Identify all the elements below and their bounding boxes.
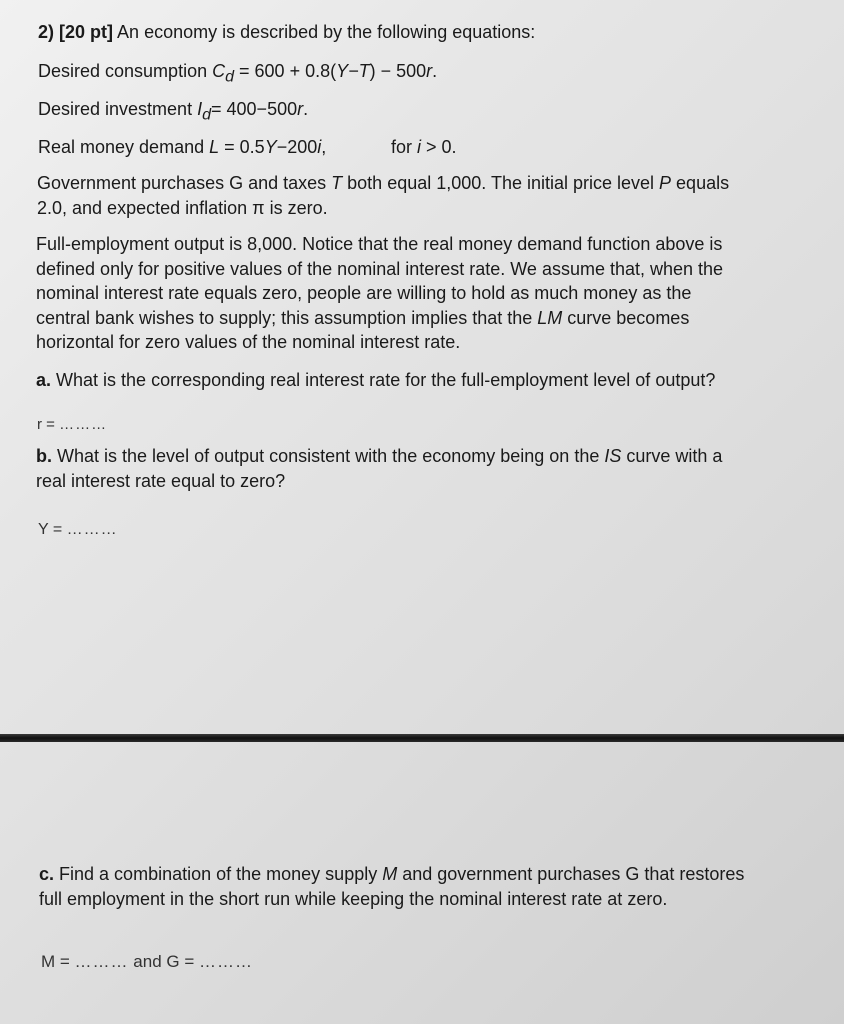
problem-intro: An economy is described by the following equations: [117, 22, 536, 42]
answer-a[interactable] [37, 413, 107, 436]
question-b-line-2: real interest rate equal to zero? [36, 470, 286, 491]
fullemp-line-1: Full-employment output is 8,000. Notice that the real money demand function above is [36, 234, 723, 254]
money-demand-rhs: = 0.5 [219, 137, 265, 157]
govt-P: P [659, 173, 672, 193]
answer-c-m-label: M = [41, 952, 70, 971]
question-c-text: Find a combination of the money supply [59, 864, 383, 884]
consumption-rhs-end: . [432, 61, 438, 81]
answer-c-m-blank[interactable]: ……… [74, 952, 129, 971]
investment-label: Desired investment [38, 99, 193, 119]
govt-text-1: Government purchases G and taxes [37, 173, 332, 193]
condition-i: i [417, 137, 422, 157]
question-c [39, 862, 829, 911]
question-a [36, 369, 715, 392]
money-demand-label: Real money demand [38, 137, 205, 157]
consumption-label: Desired consumption [38, 61, 208, 81]
money-demand-rhs-end: , [321, 137, 327, 157]
money-demand-rhs-y: Y [264, 137, 277, 157]
government-paragraph [37, 171, 817, 220]
question-c-line-2: full employment in the short run while keeping the nominal interest rate at zero. [39, 888, 668, 909]
question-a-label: a. [36, 370, 52, 390]
question-b-text-2: curve with a [621, 446, 723, 466]
fullemp-line-2: defined only for positive values of the nominal interest rate. We assume that, when the [36, 258, 724, 279]
investment-subscript: d [202, 106, 212, 124]
answer-c-g-label: G = [166, 952, 195, 971]
investment-rhs-r: r [297, 99, 304, 119]
consumption-symbol: C [212, 61, 226, 81]
problem-header [38, 21, 535, 44]
question-b-IS: IS [604, 446, 622, 466]
answer-c-and: and [133, 952, 162, 971]
full-employment-paragraph [36, 232, 826, 355]
consumption-rhs-r: r [426, 61, 433, 81]
consumption-rhs-rate: ) − 500 [369, 61, 427, 81]
question-c-M: M [382, 864, 398, 884]
question-b [36, 444, 826, 493]
fullemp-line-5: horizontal for zero values of the nominal interest rate. [36, 332, 461, 352]
problem-number: 2) [38, 22, 55, 42]
consumption-equation [38, 60, 437, 89]
govt-text-2: both equal 1,000. The initial price level [342, 173, 660, 193]
answer-b-label: Y = [38, 521, 63, 538]
condition-gt-zero: > 0. [421, 137, 457, 157]
govt-line-2: 2.0, and expected inflation π is zero. [37, 197, 328, 218]
problem-points: [20 pt] [59, 22, 114, 42]
money-demand-rhs-coef: −200 [276, 137, 318, 157]
answer-a-blank[interactable]: ……… [59, 416, 108, 433]
fullemp-LM: LM [537, 307, 563, 328]
fullemp-line-4b: curve becomes [562, 307, 690, 328]
investment-rhs: = 400−500 [211, 99, 298, 119]
money-demand-rhs-i: i [317, 137, 322, 157]
govt-T: T [331, 173, 343, 193]
investment-rhs-end: . [303, 99, 309, 119]
consumption-rhs: = 600 + 0.8( [234, 61, 337, 81]
answer-b[interactable] [38, 518, 118, 541]
answer-b-blank[interactable]: ……… [66, 521, 118, 538]
consumption-subscript: d [225, 68, 235, 86]
answer-a-label: r = [37, 416, 55, 433]
question-b-label: b. [36, 446, 52, 466]
money-demand-symbol: L [209, 137, 220, 157]
investment-equation [38, 98, 308, 127]
money-demand-condition [391, 136, 457, 159]
question-b-text: What is the level of output consistent with the economy being on the [57, 446, 605, 466]
page-divider [0, 734, 844, 742]
fullemp-line-3: nominal interest rate equals zero, people are willing to hold as much money as the [36, 283, 692, 303]
fullemp-line-4: central bank wishes to supply; this assumption implies that the [36, 307, 538, 328]
question-a-text: What is the corresponding real interest rate for the full-employment level of output? [56, 370, 716, 390]
question-c-label: c. [39, 864, 55, 884]
question-c-text-2: and government purchases G that restores [397, 864, 745, 884]
money-demand-equation [38, 136, 326, 159]
answer-c-g-blank[interactable]: ……… [199, 952, 253, 971]
answer-c [41, 950, 253, 973]
govt-text-3: equals [671, 173, 730, 193]
investment-symbol: I [197, 99, 203, 119]
condition-for: for [391, 137, 418, 157]
consumption-rhs-vars: Y−T [336, 61, 370, 81]
